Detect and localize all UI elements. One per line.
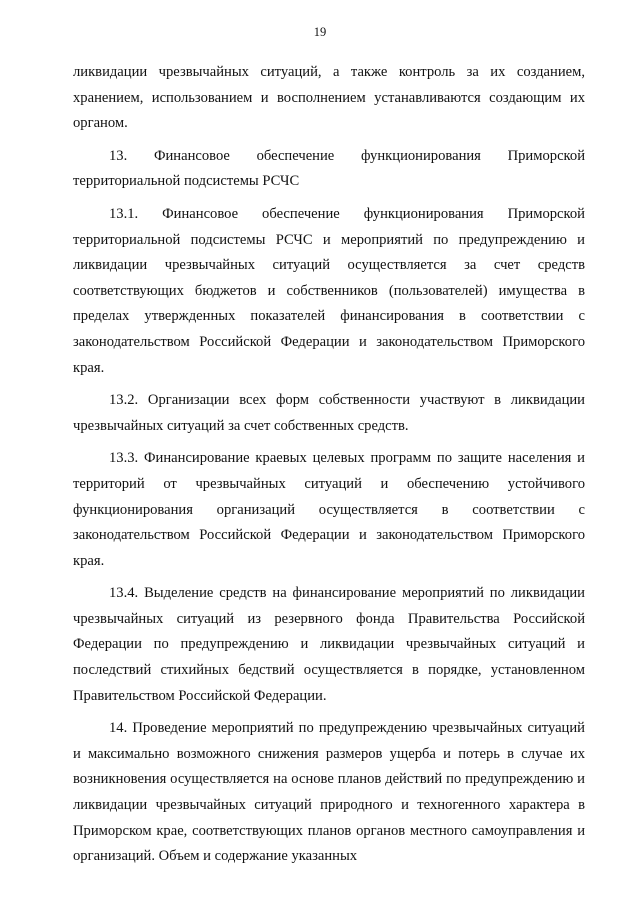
section-13-heading: 13. Финансовое обеспечение функционирования Приморской территориальной подсистемы РСЧС <box>73 147 585 190</box>
page-number: 19 <box>313 25 327 39</box>
clause-13-1: 13.1. Финансовое обеспечение функционирования Приморской территориальной подсистемы РСЧС и мероприятий по предупреждению и ликвидации чрезвычайных ситуаций осуществляется за счет средств соответствующих бюджетов и собственников (пользователей) имущества в пределах утвержденных показателей финансирования в соответствии с законодательством Российской Федерации и законодательством Приморского края. <box>73 205 585 376</box>
section-14: 14. Проведение мероприятий по предупреждению чрезвычайных ситуаций и максимально возможного снижения размеров ущерба и потерь в случае их возникновения осуществляется на основе планов действий по предупреждению и ликвидации чрезвычайных ситуаций природного и техногенного характера в Приморском крае, соответствующих планов органов местного самоуправления и организаций. Объем и содержание указанных <box>73 720 585 865</box>
clause-13-2: 13.2. Организации всех форм собственности участвуют в ликвидации чрезвычайных ситуаций за счет собственных средств. <box>73 392 585 434</box>
paragraph-continuation: ликвидации чрезвычайных ситуаций, а также контроль за их созданием, хранением, использованием и восполнением устанавливаются создающим их органом. <box>73 64 585 132</box>
clause-13-3: 13.3. Финансирование краевых целевых программ по защите населения и территорий от чрезвычайных ситуаций и обеспечению устойчивого функционирования организаций осуществляется в соответствии с законодательством Российской Федерации и законодательством Приморского края. <box>73 450 585 569</box>
clause-13-4: 13.4. Выделение средств на финансирование мероприятий по ликвидации чрезвычайных ситуаций из резервного фонда Правительства Российской Федерации по предупреждению и ликвидации чрезвычайных ситуаций и последствий стихийных бедствий осуществляется в порядке, установленном Правительством Российской Федерации. <box>73 585 585 704</box>
document-body <box>73 60 585 870</box>
